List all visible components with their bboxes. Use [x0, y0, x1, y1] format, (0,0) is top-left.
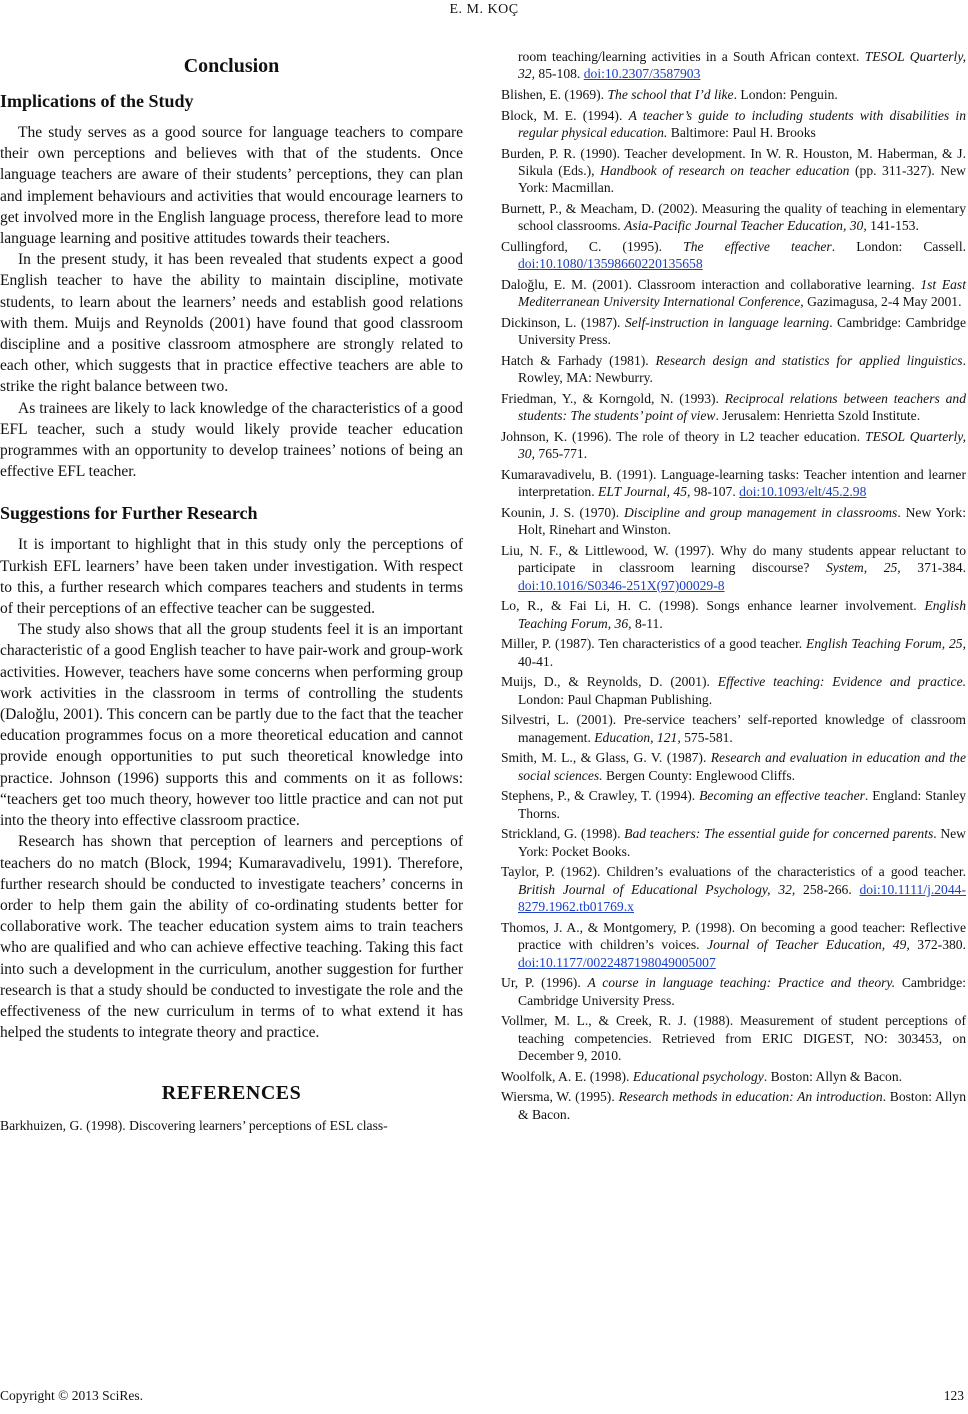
reference-source: System, 25,	[825, 560, 901, 576]
reference-text: Baltimore: Paul H. Brooks	[667, 125, 816, 140]
reference-text: 765-771.	[535, 446, 588, 462]
reference-text: . New York: Holt, Rinehart and Winston.	[518, 505, 966, 538]
reference-text: Kumaravadivelu, B. (1991). Language-learning tasks: Teacher intention and learner interpretation.	[501, 467, 966, 500]
reference-text: Strickland, G. (1998).	[501, 826, 625, 842]
reference-source: Bad teachers: The essential guide for concerned parents	[624, 826, 934, 842]
reference-source: The school that I’d like	[607, 87, 734, 102]
reference-text: . Boston: Allyn & Bacon.	[518, 1089, 966, 1122]
reference-text: 258-266.	[795, 881, 860, 897]
reference-entry	[501, 1068, 966, 1085]
reference-source: A course in language teaching: Practice and theory.	[587, 975, 896, 991]
reference-text: Wiersma, W. (1995).	[501, 1089, 619, 1105]
doi-link[interactable]: doi:10.1093/elt/45.2.98	[739, 484, 867, 500]
reference-entry	[501, 787, 966, 822]
reference-source: A teacher’s guide to including students with disabilities in regular physical education.	[518, 107, 966, 140]
reference-text: Lo, R., & Fai Li, H. C. (1998). Songs enhance learner involvement.	[501, 598, 925, 614]
reference-text: 85-108.	[535, 66, 584, 82]
reference-entry	[501, 542, 966, 594]
reference-entry	[501, 635, 966, 670]
reference-text: . Rowley, MA: Newburry.	[518, 353, 966, 386]
reference-text: 372-380.	[909, 937, 966, 953]
reference-entry	[501, 107, 966, 142]
suggestions-paragraph: It is important to highlight that in this study only the perceptions of Turkish EFL learners’ have been taken under investigation. With respect to this, a further research which compares teachers and students in terms of their perceptions of an effective teacher can be suggested.	[0, 536, 463, 618]
implications-paragraph: The study serves as a good source for language teachers to compare their own perceptions and believes with that of the students. Once language teachers are aware of their students’ perceptions, they can plan and implement behaviours and activities that would encourage learners to get involved more in the English language process, therefore lead to more language learning and positive attitudes towards their teachers.	[0, 124, 463, 248]
reference-entry	[501, 466, 966, 501]
reference-entry	[501, 48, 966, 83]
reference-source: Reciprocal relations between teachers and students: The students’ point of view	[518, 391, 966, 424]
reference-text: Muijs, D., & Reynolds, D. (2001).	[501, 674, 718, 690]
reference-text: 371-384.	[900, 560, 966, 576]
reference-source: Self-instruction in language learning	[624, 315, 830, 330]
reference-text: . New York: Pocket Books.	[518, 826, 967, 859]
reference-text: 98-107.	[690, 484, 740, 500]
reference-source: TESOL Quarterly, 30,	[518, 429, 966, 462]
reference-source: British Journal of Educational Psychology, 32,	[518, 881, 796, 897]
reference-entry	[501, 1012, 966, 1064]
reference-text: . London: Penguin.	[733, 87, 838, 102]
reference-source: English Teaching Forum, 36,	[518, 598, 966, 631]
reference-text: Johnson, K. (1996). The role of theory in L2 teacher education.	[501, 429, 866, 444]
reference-source: ELT Journal, 45,	[598, 484, 691, 500]
reference-text: Kounin, J. S. (1970).	[501, 505, 624, 520]
reference-text: 575-581.	[680, 729, 733, 745]
suggestions-heading: Suggestions for Further Research	[0, 503, 258, 524]
reference-source: Discipline and group management in classrooms	[623, 505, 898, 520]
reference-entry	[501, 711, 966, 746]
reference-entry	[501, 352, 966, 387]
reference-text: Blishen, E. (1969).	[501, 87, 608, 102]
reference-text: . London: Cassell.	[831, 239, 967, 254]
reference-text: Friedman, Y., & Korngold, N. (1993).	[501, 391, 725, 406]
doi-link[interactable]: doi:10.2307/3587903	[583, 66, 701, 82]
reference-source: Research and evaluation in education and the social sciences.	[518, 750, 966, 783]
implications-paragraph: As trainees are likely to lack knowledge of the characteristics of a good EFL teacher, such a study would likely provide teacher education programmes with an opportunity to develop trainees’ notions of being an effective EFL teacher.	[0, 399, 463, 481]
reference-source: Education, 121,	[594, 729, 681, 745]
reference-entry	[501, 1088, 966, 1123]
reference-text: Burden, P. R. (1990). Teacher development. In W. R. Houston, M. Haberman, & J. Sikula (Eds.),	[501, 145, 966, 178]
reference-text: London: Paul Chapman Publishing.	[518, 691, 713, 707]
reference-text: Burnett, P., & Meacham, D. (2002). Measuring the quality of teaching in elementary school classrooms.	[501, 201, 966, 234]
reference-entry	[501, 825, 966, 860]
reference-source: Asia-Pacific Journal Teacher Education, 30,	[624, 218, 867, 234]
reference-source: Effective teaching: Evidence and practice.	[717, 674, 967, 690]
suggestions-paragraph: Research has shown that perception of learners and perceptions of teachers do no match (Block, 1994; Kumaravadivelu, 1991). Therefore, further research should be conducted to investigate teachers’ concerns in order to help them gain the ability of co-ordinating students better for collaborative work. The teacher education system aims to train teachers who are qualified and who can achieve effective teaching. Taking this fact into such a development in the curriculum, another suggestion for further research is that a study should be conducted to investigate the role and the effectiveness of the new curriculum in terms of to what extend it has helped the students to integrate theory and practice.	[0, 833, 463, 1042]
reference-text: . Jerusalem: Henrietta Szold Institute.	[715, 408, 921, 424]
reference-entry	[501, 673, 966, 708]
reference-entry	[501, 314, 966, 349]
reference-source: English Teaching Forum, 25,	[806, 636, 966, 652]
implications-paragraph: In the present study, it has been revealed that students expect a good English teacher to have the ability to maintain discipline, motivate students, to learn about the learners’ needs and establish good relations with them. Muijs and Reynolds (2001) have found that good classroom discipline and a positive classroom atmosphere are strongly related to each other, which suggests that in practice effective teachers are able to strike the right balance between two.	[0, 251, 463, 396]
reference-text: Ur, P. (1996).	[501, 975, 588, 991]
implications-heading: Implications of the Study	[0, 91, 194, 111]
reference-source: 1st East Mediterranean University International Conference	[518, 277, 966, 310]
reference-source: TESOL Quarterly, 32,	[518, 49, 966, 82]
reference-entry	[501, 390, 966, 425]
reference-source: Becoming an effective teacher	[699, 788, 865, 804]
reference-entry	[501, 504, 966, 539]
doi-link[interactable]: doi:10.1111/j.2044-8279.1962.tb01769.x	[518, 881, 966, 915]
references-list	[501, 48, 966, 1126]
reference-entry	[501, 597, 966, 632]
reference-entry	[501, 145, 966, 197]
reference-text: Cambridge: Cambridge University Press.	[518, 975, 967, 1008]
reference-text: Liu, N. F., & Littlewood, W. (1997). Why do many students appear reluctant to participate in classroom learning discourse?	[501, 543, 966, 576]
reference-text: Bergen County: Englewood Cliffs.	[602, 767, 796, 783]
reference-text: , Gazimagusa, 2-4 May 2001.	[800, 294, 962, 310]
reference-entry	[501, 238, 966, 273]
reference-text: Smith, M. L., & Glass, G. V. (1987).	[501, 750, 711, 766]
reference-entry	[501, 749, 966, 784]
reference-text: (pp. 311-327). New York: Macmillan.	[518, 163, 966, 196]
reference-entry	[501, 200, 966, 235]
reference-text: 40-41.	[518, 653, 554, 669]
doi-link[interactable]: doi:10.1080/13598660220135658	[518, 256, 703, 272]
reference-text: Stephens, P., & Crawley, T. (1994).	[501, 788, 700, 804]
reference-text: Dickinson, L. (1987).	[501, 315, 625, 330]
reference-text: . Cambridge: Cambridge University Press.	[518, 315, 966, 348]
reference-entry	[501, 919, 966, 971]
reference-entry	[501, 86, 966, 103]
doi-link[interactable]: doi:10.1016/S0346-251X(97)00029-8	[518, 577, 725, 593]
reference-source: Handbook of research on teacher education	[600, 163, 850, 178]
suggestions-paragraph: The study also shows that all the group students feel it is an important characteristic of a good English teacher to have pair-work and group-work activities. However, teachers have some concerns when performing group work activities in the classroom in terms of controlling the students (Daloğlu, 2001). This concern can be partly due to the fact that the teacher education programmes focus on a more theoretical education and cannot provide enough opportunities to put such theoretical knowledge into practice. Johnson (1996) supports this and comments on it as follows: “teachers get too much theory, however too little practice and can not put into the theory into effective classroom practice.	[0, 621, 463, 830]
page-number: 123	[943, 1388, 964, 1403]
reference-entry-first: Barkhuizen, G. (1998). Discovering learners’ perceptions of ESL class-	[0, 1118, 388, 1134]
reference-entry	[501, 863, 966, 915]
running-head: E. M. KOÇ	[449, 2, 519, 17]
reference-entry	[501, 428, 966, 463]
reference-text: Hatch & Farhady (1981).	[501, 353, 656, 368]
reference-text: Vollmer, M. L., & Creek, R. J. (1988). Measurement of student perceptions of teaching competencies. Retrieved from ERIC DIGEST, NO: 303453, on December 9, 2010.	[501, 1013, 966, 1064]
reference-source: Research methods in education: An introduction	[618, 1089, 883, 1105]
reference-source: Journal of Teacher Education, 49,	[707, 937, 910, 953]
reference-text: room teaching/learning activities in a South African context.	[518, 49, 865, 64]
reference-source: Educational psychology	[632, 1068, 764, 1084]
reference-text: Miller, P. (1987). Ten characteristics of a good teacher.	[501, 636, 807, 652]
conclusion-heading: Conclusion	[183, 55, 280, 77]
reference-text: Woolfolk, A. E. (1998).	[501, 1068, 633, 1084]
reference-source: Research design and statistics for applied linguistics	[655, 353, 963, 368]
reference-source: The effective teacher	[683, 239, 832, 254]
reference-text: Silvestri, L. (2001). Pre-service teachers’ self-reported knowledge of classroom management.	[501, 712, 966, 745]
reference-text: Block, M. E. (1994).	[501, 107, 629, 123]
references-heading: REFERENCES	[161, 1082, 302, 1105]
reference-text: Cullingford, C. (1995).	[501, 239, 684, 254]
reference-text: Daloğlu, E. M. (2001). Classroom interaction and collaborative learning.	[501, 277, 921, 292]
doi-link[interactable]: doi:10.1177/0022487198049005007	[518, 954, 716, 970]
reference-text: Taylor, P. (1962). Children’s evaluations of the characteristics of a good teacher.	[501, 864, 966, 880]
copyright-footer: Copyright © 2013 SciRes.	[0, 1388, 144, 1403]
reference-entry	[501, 974, 966, 1009]
left-column	[0, 48, 463, 1138]
reference-text: . Boston: Allyn & Bacon.	[763, 1068, 903, 1084]
reference-entry	[501, 276, 966, 311]
reference-text: . England: Stanley Thorns.	[518, 788, 966, 821]
reference-text: Thomos, J. A., & Montgomery, P. (1998). On becoming a good teacher: Reflective practice with children’s voices.	[501, 919, 966, 953]
reference-text: 141-153.	[866, 218, 919, 234]
reference-text: 8-11.	[631, 615, 663, 631]
